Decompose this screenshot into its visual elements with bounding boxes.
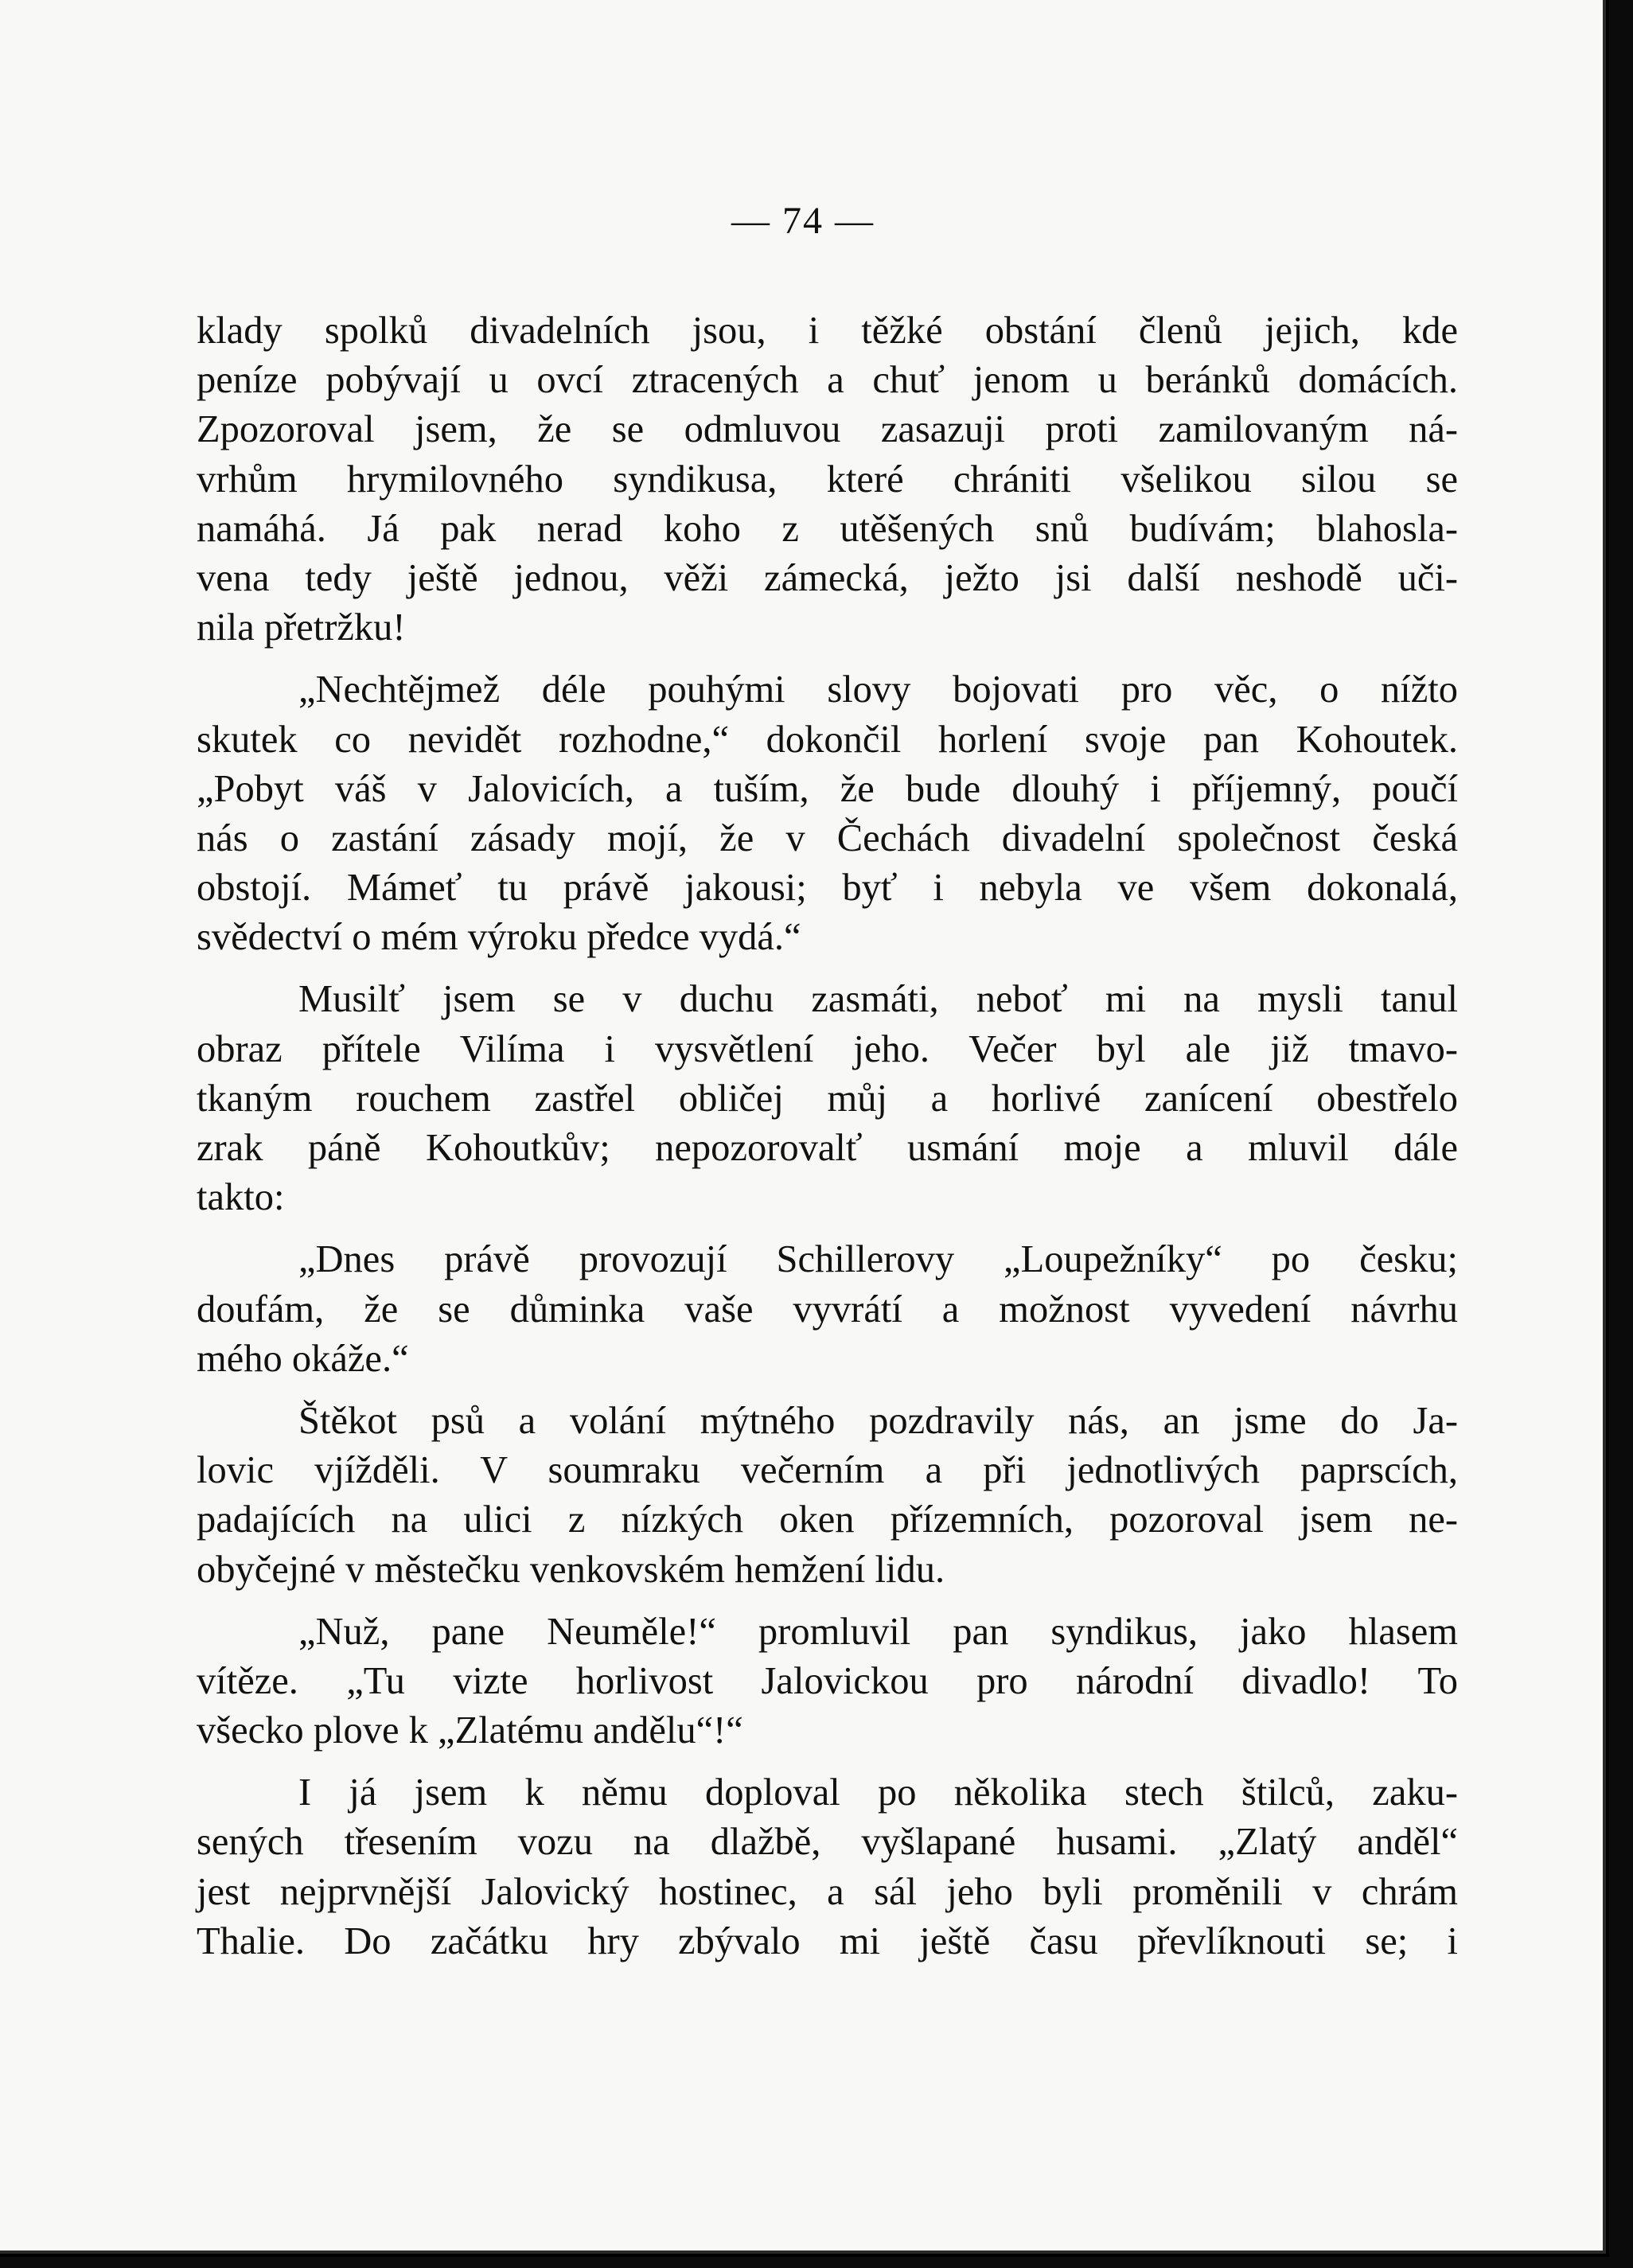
text-line: Štěkot psů a volání mýtného pozdravily nás, an jsme do Ja- <box>298 1399 1458 1442</box>
text-line: obstojí. Mámeť tu právě jakousi; byť i nebyla ve všem dokonalá, <box>197 867 1458 910</box>
text-line: skutek co nevidět rozhodne,“ dokončil horlení svoje pan Kohoutek. <box>197 718 1458 761</box>
paragraph <box>197 665 1458 962</box>
paragraph <box>197 1768 1458 1966</box>
paragraph <box>197 975 1458 1222</box>
text-line: peníze pobývají u ovcí ztracených a chuť jenom u beránků domácích. <box>197 359 1458 402</box>
paragraph <box>197 306 1458 653</box>
text-line: namáhá. Já pak nerad koho z utěšených snů budívám; blahosla- <box>197 507 1458 550</box>
text-line: obyčejné v městečku venkovském hemžení lidu. <box>197 1548 945 1591</box>
text-line: všecko plove k „Zlatému andělu“!“ <box>197 1709 743 1752</box>
paragraph <box>197 1607 1458 1756</box>
text-line: sených třesením vozu na dlažbě, vyšlapané husami. „Zlatý anděl“ <box>197 1821 1458 1864</box>
text-line: obraz přítele Vilíma i vysvětlení jeho. Večer byl ale již tmavo- <box>197 1027 1458 1070</box>
text-line: Zpozoroval jsem, že se odmluvou zasazuji proti zamilovaným ná- <box>197 408 1458 451</box>
text-line: lovic vjížděli. V soumraku večerním a při jednotlivých paprscích, <box>197 1449 1458 1492</box>
text-line: vrhům hrymilovného syndikusa, které chrániti všelikou silou se <box>197 458 1458 501</box>
text-line: I já jsem k němu doploval po několika stech štilců, zaku- <box>298 1771 1458 1814</box>
text-line: „Dnes právě provozují Schillerovy „Loupežníky“ po česku; <box>298 1238 1458 1281</box>
text-line: vena tedy ještě jednou, věži zámecká, ježto jsi další neshodě uči- <box>197 556 1458 599</box>
text-line: nás o zastání zásady mojí, že v Čechách divadelní společnost česká <box>197 816 1458 859</box>
paragraph <box>197 1235 1458 1384</box>
text-line: svědectví o mém výroku předce vydá.“ <box>197 916 801 959</box>
text-line: mého okáže.“ <box>197 1337 409 1380</box>
text-line: zrak páně Kohoutkův; nepozorovalť usmání moje a mluvil dále <box>197 1127 1458 1169</box>
body-text <box>197 306 1458 1979</box>
scan-edge-bottom <box>0 2257 1633 2268</box>
text-line: Musilť jsem se v duchu zasmáti, neboť mi na mysli tanul <box>298 978 1458 1021</box>
text-line: „Nechtějmež déle pouhými slovy bojovati pro věc, o nížto <box>298 668 1458 711</box>
text-line: takto: <box>197 1176 285 1219</box>
text-line: padajících na ulici z nízkých oken přízemních, pozoroval jsem ne- <box>197 1498 1458 1541</box>
text-line: „Pobyt váš v Jalovicích, a tuším, že bude dlouhý i příjemný, poučí <box>197 767 1458 810</box>
text-line: doufám, že se důminka vaše vyvrátí a možnost vyvedení návrhu <box>197 1288 1458 1331</box>
text-line: jest nejprvnější Jalovický hostinec, a sál jeho byli proměnili v chrám <box>197 1870 1458 1913</box>
paragraph <box>197 1397 1458 1595</box>
scan-edge-right <box>1609 0 1633 2268</box>
text-line: Thalie. Do začátku hry zbývalo mi ještě času převlíknouti se; i <box>197 1919 1458 1962</box>
text-line: „Nuž, pane Neuměle!“ promluvil pan syndikus, jako hlasem <box>298 1610 1458 1653</box>
text-line: vítěze. „Tu vizte horlivost Jalovickou pro národní divadlo! To <box>197 1659 1458 1702</box>
text-line: tkaným rouchem zastřel obličej můj a horlivé zanícení obestřelo <box>197 1077 1458 1120</box>
page-number: — 74 — <box>731 200 875 242</box>
text-line: klady spolků divadelních jsou, i těžké obstání členů jejich, kde <box>197 310 1458 352</box>
text-line: nila přetržku! <box>197 606 406 649</box>
